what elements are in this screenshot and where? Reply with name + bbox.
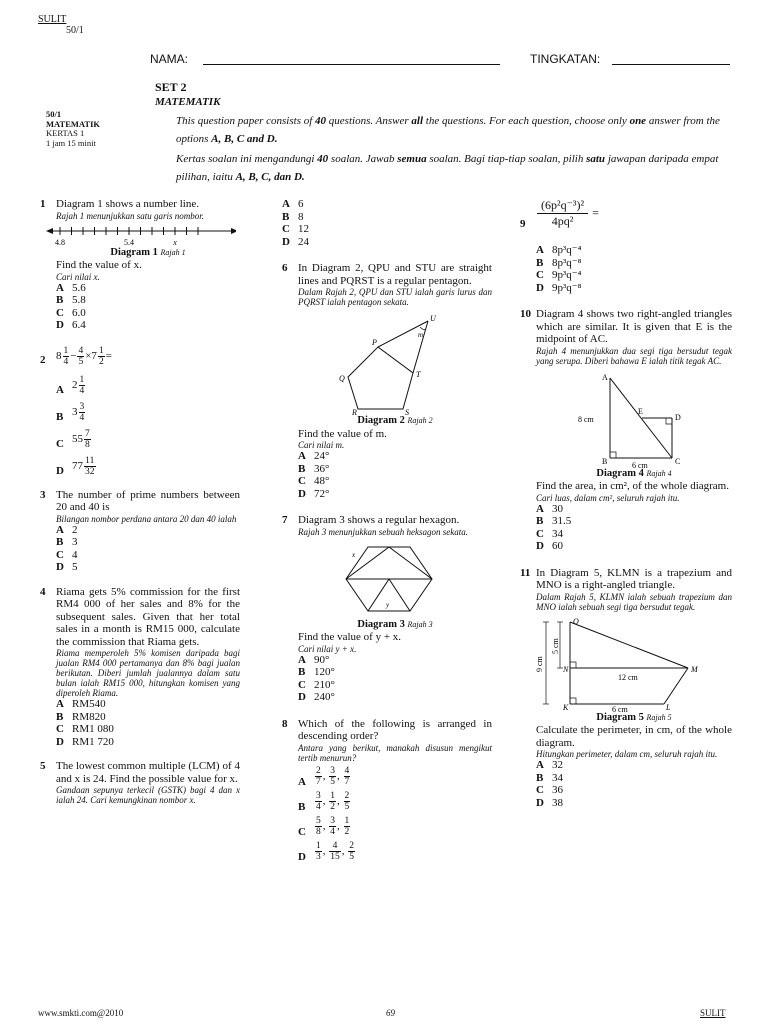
diagram-caption: Diagram 4 Rajah 4 (596, 467, 672, 479)
question-1 (40, 198, 240, 332)
point-label: K (563, 702, 569, 712)
column-1 (40, 198, 240, 805)
option-c[interactable]: C 210° (298, 678, 335, 691)
point-label: E (638, 406, 643, 416)
question-text-ms: Antara yang berikut, manakah disusun mengikut tertib menurun? (298, 742, 492, 763)
option-b[interactable]: B 5.8 (56, 294, 86, 306)
side-label: 9 cm (535, 655, 544, 672)
option-d[interactable]: D 77 $\frac{11}{32}$ (56, 455, 95, 477)
option-b[interactable]: B 8 (282, 210, 304, 223)
option-c[interactable]: C RM1 080 (56, 723, 114, 735)
point-label: R (352, 408, 357, 415)
option-a[interactable]: A $\frac{2}{7}$ , $\frac{3}{5}$ , $\frac{4}{7}$ (298, 765, 350, 788)
page-number: 69 (386, 1008, 395, 1018)
option-d[interactable]: D 72° (298, 487, 330, 500)
question-text: Which of the following is arranged in descending order? (298, 717, 492, 742)
option-c[interactable]: C 6.0 (56, 306, 86, 319)
question-10 (520, 308, 732, 553)
angle-label: y (386, 600, 390, 609)
option-d[interactable]: D 9p³q⁻⁸ (536, 281, 582, 294)
question-text-ms: Gandaan sepunya terkecil (GSTK) bagi 4 dan x ialah 24. Cari kemungkinan nombor x. (56, 785, 240, 805)
question-number: 1 (40, 198, 46, 210)
option-d[interactable]: D $\frac{1}{3}$ , $\frac{4}{15}$ , $\frac{2}{5}$ (298, 840, 354, 863)
hexagon-diagram (344, 543, 444, 615)
question-text: The lowest common multiple (LCM) of 4 and x is 24. Find the possible value for x. (56, 760, 240, 785)
question-text-ms: Riama memperoleh 5% komisen daripada bagi jualan RM4 000 pertamanya dan 8% bagi jualan berikutan. Diberi jumlah jualannya dalam satu bulan ialah RM15 000, hitungkan komisen yang diperoleh Riama. (56, 648, 240, 698)
point-label: B (602, 456, 608, 466)
diagram-caption: Diagram 2 Rajah 2 (357, 415, 433, 426)
option-b[interactable]: B 3 $\frac{3}{4}$ (56, 401, 85, 423)
sulit-top: SULIT (38, 14, 67, 25)
tick-label: x (173, 237, 177, 247)
diagram-caption: Diagram 3 Rajah 3 (357, 618, 433, 630)
paper-code: 50/1 (46, 109, 62, 119)
question-number: 11 (520, 566, 531, 579)
paper-subject: MATEMATIK (46, 118, 100, 129)
option-c[interactable]: C 4 (56, 548, 78, 561)
question-text: Diagram 3 shows a regular hexagon. (298, 514, 460, 526)
paper-duration: 1 jam 15 minit (46, 137, 96, 148)
option-a[interactable]: A 2 (56, 523, 78, 536)
option-b[interactable]: B 3 (56, 536, 78, 548)
question-ask: Find the area, in cm², of the whole diagram. (536, 480, 729, 492)
question-expression: 8 $\frac{1}{4}$ − $\frac{4}{5}$ ×7 $\frac{1}{2}$ = (56, 345, 112, 367)
point-label: S (405, 408, 409, 415)
question-number: 4 (40, 585, 46, 598)
option-c[interactable]: C 12 (282, 223, 309, 235)
option-d[interactable]: D RM1 720 (56, 735, 114, 748)
question-ask-ms: Cari nilai y + x. (298, 643, 357, 654)
side-label: 6 cm (612, 704, 628, 712)
instructions (176, 112, 732, 186)
question-3 (40, 489, 240, 574)
question-text-ms: Rajah 1 menunjukkan satu garis nombor. (56, 210, 204, 221)
option-c[interactable]: C 55 $\frac{7}{8}$ (56, 428, 90, 450)
option-d[interactable]: D 38 (536, 796, 563, 809)
question-number: 10 (520, 308, 531, 320)
question-6 (282, 262, 492, 500)
footer-sulit: SULIT (700, 1008, 726, 1018)
question-text-ms: Dalam Rajah 5, KLMN ialah sebuah trapezium dan MNO ialah sebuah segi tiga bersudut tegak. (536, 591, 732, 612)
option-d[interactable]: D 60 (536, 540, 563, 552)
question-text: The number of prime numbers between 20 and 40 is (56, 488, 240, 513)
question-4 (40, 586, 240, 749)
question-number: 9 (520, 218, 526, 230)
question-ask: Calculate the perimeter, in cm, of the whole diagram. (536, 724, 732, 749)
nama-field[interactable] (203, 64, 500, 65)
column-2 (282, 198, 492, 862)
option-b[interactable]: B RM820 (56, 710, 106, 723)
diagram-caption: Diagram 1 Rajah 1 (110, 246, 186, 258)
tick-label: 4.8 (55, 237, 65, 247)
set-title: SET 2 (155, 80, 187, 94)
point-label: P (372, 338, 377, 347)
option-c[interactable]: C 36 (536, 784, 563, 796)
instructions-ms: Kertas soalan ini mengandungi 40 soalan. Jawab semua soalan. Bagi tiap-tiap soalan, pilih satu jawapan daripada empat pilihan, iaitu A, B, C, dan D. (176, 153, 719, 183)
question-text-ms: Rajah 3 menunjukkan sebuah heksagon sekata. (298, 526, 468, 537)
option-a[interactable]: A 5.6 (56, 281, 86, 294)
subject-title: MATEMATIK (155, 96, 221, 108)
option-d[interactable]: D 240° (298, 691, 335, 703)
instructions-en: This question paper consists of 40 questions. Answer all the questions. For each question, choose only one answer from the options A, B, C and D. (176, 115, 720, 145)
question-ask-ms: Hitungkan perimeter, dalam cm, seluruh rajah itu. (536, 749, 718, 759)
paper-number: KERTAS 1 (46, 128, 85, 138)
question-expression: $\frac{\text{(6p²q⁻³)²}}{\text{4pq²}}$ = (536, 198, 599, 229)
point-label: T (416, 370, 421, 379)
question-text-ms: Dalam Rajah 2, QPU dan STU ialah garis lurus dan PQRST ialah pentagon sekata. (298, 287, 492, 307)
question-5 (40, 760, 240, 805)
footer-website: www.smkti.com@2010 (38, 1008, 124, 1018)
pentagon-diagram (328, 311, 448, 415)
question-number: 6 (282, 262, 288, 274)
question-text: In Diagram 5, KLMN is a trapezium and MNO is a right-angled triangle. (536, 566, 732, 591)
option-c[interactable]: C 48° (298, 475, 330, 487)
side-label: 8 cm (578, 414, 594, 424)
tingkatan-label: TINGKATAN: (530, 52, 601, 66)
side-label: 12 cm (618, 672, 638, 682)
question-ask: Find the value of m. (298, 427, 387, 440)
option-b[interactable]: B 8p³q⁻⁸ (536, 256, 582, 269)
option-c[interactable]: C $\frac{5}{8}$ , $\frac{3}{4}$ , $\frac{1}{2}$ (298, 815, 350, 838)
point-label: Q (339, 374, 345, 383)
question-ask: Find the value of y + x. (298, 631, 402, 643)
question-text: In Diagram 2, QPU and STU are straight lines and PQRST is a regular pentagon. (298, 262, 492, 287)
question-text: Diagram 4 shows two right-angled triangles which are similar. It is given that E is the midpoint of AC. (536, 308, 732, 345)
angle-label: x (352, 550, 356, 559)
point-label: N (563, 664, 569, 674)
point-label: M (691, 664, 698, 674)
side-label: 6 cm (632, 460, 648, 468)
side-label: 5 cm (551, 637, 560, 654)
nama-label: NAMA: (150, 52, 189, 66)
question-number: 2 (40, 353, 46, 366)
question-number: 5 (40, 760, 46, 772)
option-a[interactable]: A 90° (298, 653, 330, 666)
column-3 (520, 198, 732, 809)
question-9 (520, 198, 732, 294)
option-a[interactable]: A 32 (536, 759, 563, 771)
question-ask-ms: Cari nilai x. (56, 271, 100, 282)
option-c[interactable]: C 34 (536, 527, 563, 540)
question-number: 7 (282, 514, 288, 526)
question-number: 3 (40, 488, 46, 501)
option-b[interactable]: B $\frac{3}{4}$ , $\frac{1}{2}$ , $\frac{2}{5}$ (298, 790, 350, 813)
option-a[interactable]: A 8p³q⁻⁴ (536, 244, 582, 256)
question-ask: Find the value of x. (56, 259, 142, 271)
question-text: Diagram 1 shows a number line. (56, 198, 199, 210)
point-label: C (675, 456, 681, 466)
option-a[interactable]: A RM540 (56, 698, 106, 710)
question-number: 8 (282, 717, 288, 730)
option-a[interactable]: A 24° (298, 450, 330, 462)
paper-info (46, 110, 100, 148)
diagram-caption: Diagram 5 Rajah 5 (596, 711, 672, 723)
question-2 (40, 346, 240, 477)
point-label: L (666, 702, 671, 712)
number-line (46, 225, 236, 247)
code-top: 50/1 (66, 25, 84, 36)
option-b[interactable]: B 120° (298, 666, 335, 678)
option-d[interactable]: D 24 (282, 235, 309, 248)
question-ask-ms: Cari nilai m. (298, 440, 345, 450)
question-text-ms: Bilangan nombor perdana antara 20 dan 40 ialah (56, 513, 237, 524)
option-c[interactable]: C 9p³q⁻⁴ (536, 269, 582, 281)
tick-label: 5.4 (124, 237, 134, 247)
question-ask-ms: Cari luas, dalam cm², seluruh rajah itu. (536, 492, 680, 503)
question-text-ms: Rajah 4 menunjukkan dua segi tiga bersudut tegak yang serupa. Diberi bahawa E ialah titik tegak AC. (536, 345, 732, 366)
option-d[interactable]: D 6.4 (56, 319, 86, 331)
option-d[interactable]: D 5 (56, 561, 78, 573)
point-label: O (573, 616, 579, 626)
option-b[interactable]: B 31.5 (536, 515, 572, 527)
point-label: D (675, 412, 681, 422)
question-text: Riama gets 5% commission for the first RM4 000 of her sales and 8% for the subsequent sales. Given that her total sales in a month is RM15 000, calculate the commission that Riama gets. (56, 585, 240, 648)
option-a[interactable]: A 30 (536, 502, 563, 515)
trapezium-diagram (532, 616, 732, 712)
point-label: U (430, 314, 436, 323)
option-b[interactable]: B 34 (536, 771, 563, 784)
option-b[interactable]: B 36° (298, 462, 330, 475)
tingkatan-field[interactable] (612, 64, 730, 65)
question-8 (282, 718, 492, 862)
question-7 (282, 514, 492, 704)
angle-label: m (418, 331, 424, 339)
option-a[interactable]: A 6 (282, 198, 304, 210)
question-11 (520, 567, 732, 810)
point-label: A (602, 372, 608, 382)
triangles-diagram (576, 370, 706, 468)
option-a[interactable]: A 2 $\frac{1}{4}$ (56, 374, 85, 396)
question-5-options (282, 198, 492, 248)
